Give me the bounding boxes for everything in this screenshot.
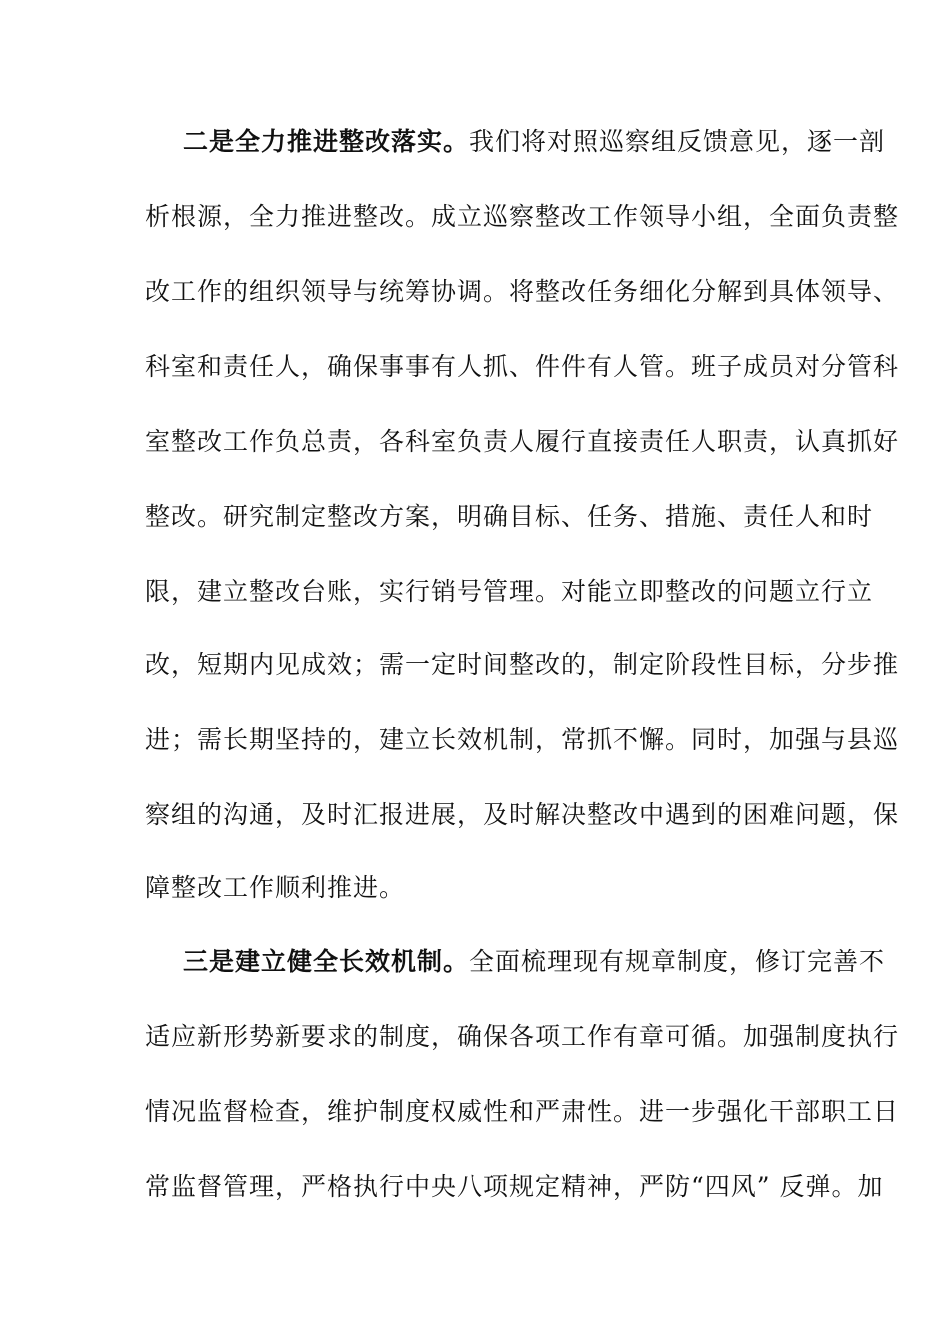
- text-line: 改工作的组织领导与统筹协调。将整改任务细化分解到具体领导、: [145, 277, 900, 306]
- text-line: 常监督管理，严格执行中央八项规定精神，严防“四风” 反弹。加: [145, 1172, 884, 1201]
- text-line: 进；需长期坚持的，建立长效机制，常抓不懈。同时，加强与县巡: [145, 725, 900, 754]
- text-line: 整改。研究制定整改方案，明确目标、任务、措施、责任人和时: [145, 502, 874, 531]
- text-span: 我们将对照巡察组反馈意见，逐一剖: [469, 127, 886, 156]
- text-line: 科室和责任人，确保事事有人抓、件件有人管。班子成员对分管科: [145, 352, 900, 381]
- text-line: 改，短期内见成效；需一定时间整改的，制定阶段性目标，分步推: [145, 650, 900, 679]
- paragraph-lead: 二是全力推进整改落实。: [183, 127, 470, 156]
- text-line: 室整改工作负总责，各科室负责人履行直接责任人职责，认真抓好: [145, 427, 900, 456]
- text-line: 察组的沟通，及时汇报进展，及时解决整改中遇到的困难问题，保: [145, 800, 900, 829]
- text-line: 析根源，全力推进整改。成立巡察整改工作领导小组，全面负责整: [145, 202, 900, 231]
- text-line: [183, 947, 885, 977]
- text-line: 障整改工作顺利推进。: [145, 873, 406, 902]
- text-line: 限，建立整改台账，实行销号管理。对能立即整改的问题立行立: [145, 577, 874, 606]
- text-line: 适应新形势新要求的制度，确保各项工作有章可循。加强制度执行: [145, 1022, 900, 1051]
- text-span: 全面梳理现有规章制度，修订完善不: [469, 947, 886, 976]
- text-line: 情况监督检查，维护制度权威性和严肃性。进一步强化干部职工日: [145, 1097, 900, 1126]
- paragraph-lead: 三是建立健全长效机制。: [183, 947, 470, 976]
- text-line: [183, 127, 885, 157]
